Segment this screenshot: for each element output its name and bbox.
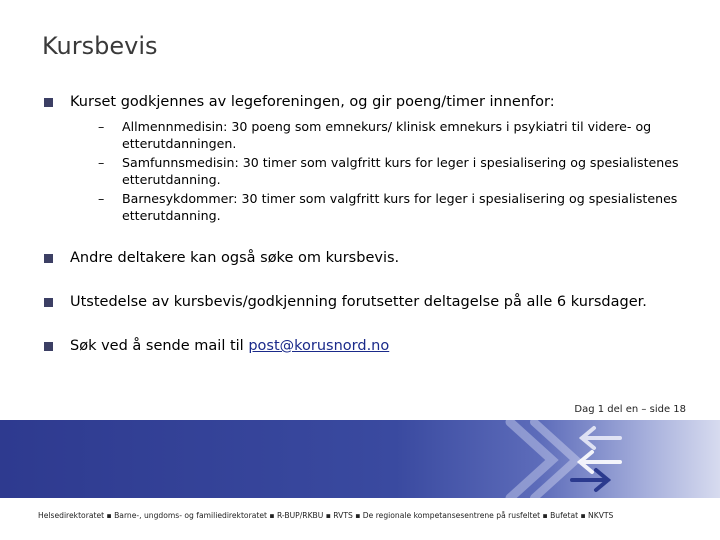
- decorative-band: [0, 420, 720, 498]
- bullet-approval: [42, 92, 682, 224]
- slide-title: Kursbevis: [42, 32, 158, 60]
- bullet-list: [42, 92, 682, 356]
- sub-bullet-text: Barnesykdommer: 30 timer som valgfritt kurs for leger i spesialisering og spesialistenes etterutdanning.: [122, 191, 678, 223]
- dash-icon: –: [98, 191, 105, 206]
- dash-icon: –: [98, 155, 105, 170]
- dash-icon: –: [98, 119, 105, 134]
- sub-bullet-list: [70, 118, 682, 224]
- bullet-apply: [42, 336, 682, 356]
- bullet-text: Kurset godkjennes av legeforeningen, og gir poeng/timer innenfor:: [70, 94, 555, 110]
- bullet-text: Søk ved å sende mail til: [70, 338, 249, 354]
- arrows-graphic-icon: [470, 420, 720, 498]
- bullet-issuance: [42, 292, 682, 312]
- bullet-text: Utstedelse av kursbevis/godkjenning forutsetter deltagelse på alle 6 kursdager.: [70, 294, 647, 310]
- sub-bullet-text: Samfunnsmedisin: 30 timer som valgfritt kurs for leger i spesialisering og spesialistenes etterutdanning.: [122, 155, 679, 187]
- sub-bullet-text: Allmennmedisin: 30 poeng som emnekurs/ klinisk emnekurs i psykiatri til videre- og etterutdanningen.: [122, 119, 652, 151]
- sub-bullet-samfunnsmedisin: [70, 154, 682, 188]
- square-bullet-icon: [44, 254, 53, 263]
- footer-organizations: Helsedirektoratet ▪ Barne-, ungdoms- og familiedirektoratet ▪ R-BUP/RKBU ▪ RVTS ▪ De regionale kompetansesentrene på rusfeltet ▪ Bufetat ▪ NKVTS: [38, 511, 614, 520]
- square-bullet-icon: [44, 342, 53, 351]
- square-bullet-icon: [44, 298, 53, 307]
- sub-bullet-allmennmedisin: [70, 118, 682, 152]
- sub-bullet-barnesykdommer: [70, 190, 682, 224]
- bullet-other-participants: [42, 248, 682, 268]
- page-info: Dag 1 del en – side 18: [574, 404, 686, 415]
- square-bullet-icon: [44, 98, 53, 107]
- bullet-text: Andre deltakere kan også søke om kursbevis.: [70, 250, 400, 266]
- email-link[interactable]: post@korusnord.no: [248, 338, 390, 354]
